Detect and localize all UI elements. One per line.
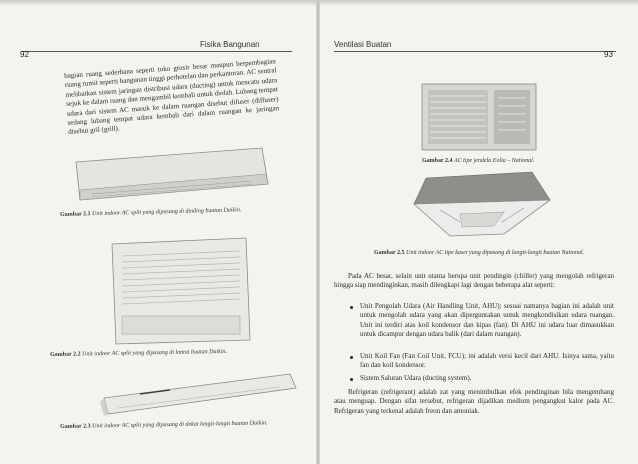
- caption-figure-2-2: [50, 348, 300, 358]
- caption-label: Gambar 2.5: [373, 250, 405, 256]
- caption-text: Unit indoor AC split yang dipasang di dekat langit-langit buatan Daikin.: [92, 420, 268, 430]
- caption-figure-2-4: [422, 158, 602, 164]
- bullet-ducting: Sistem Saluran Udara (ducting system).: [360, 374, 472, 382]
- caption-figure-2-1: [60, 206, 300, 218]
- caption-text: Unit indoor AC split yang dipasang di dinding buatan Daikin.: [92, 207, 242, 218]
- left-page-number: 92: [20, 50, 29, 59]
- figure-ceiling-split-ac: [100, 368, 300, 418]
- bullet-fcu: Unit Koil Fan (Fan Coil Unit, FCU); ini adalah versi kecil dari AHU. Isinya sama, yaitu fan dan koil kondensor.: [360, 352, 614, 370]
- right-paragraph-1: Pada AC besar, selain unit utama berupa unit pendingin (chiller) yang mengolah refrigeran hingga siap mendinginkan, masih dilengkapi lagi dengan beberapa alat seperti:: [334, 272, 614, 290]
- caption-label: Gambar 2.3: [60, 423, 91, 430]
- caption-label: Gambar 2.2: [50, 351, 81, 358]
- left-running-header: Fisika Bangunan: [200, 40, 260, 49]
- left-header-rule: [22, 51, 292, 52]
- caption-label: Gambar 2.4: [422, 158, 453, 164]
- bullet-ahu: Unit Pengolah Udara (Air Handling Unit, AHU); sesuai namanya bagian ini adalah unit untuk mengolah udara yang akan diperguntakan untuk mengkondisikan udara ruangan. Unit ini terdiri atas koil kondensor dan kipas (fan). Di AHU ini udara luar dimasukkan untuk dicampur dengan udara balik (dari dalam ruangan).: [360, 302, 614, 339]
- figure-floor-split-ac: [106, 236, 256, 346]
- caption-text: Unit indoor AC split yang dipasang di lantai buatan Daikin.: [82, 348, 228, 358]
- caption-figure-2-5: [354, 250, 604, 256]
- figure-window-ac: [420, 82, 538, 152]
- caption-label: Gambar 2.1: [60, 211, 91, 218]
- left-paragraph: bagian ruang sederhana seperti toko grosir besar maupun berpembagian ruang rumit seperti bangunan tinggi perhotelan dan perkantoran. AC sentral melibatkan sistem jaringan distribusi udara (ducting) untuk mencatu udara sejuk ke dalam ruang dan mengambil kembali untuk diolah. Lubang tempat udara dari sistem AC masuk ke dalam ruangan disebut difuser (diffuser) sedang lubang tempat udara kembali dari dalam ruangan ke jaringan disebut gril (grill).: [64, 57, 280, 137]
- right-header-rule: [334, 51, 616, 52]
- right-page-number: 93: [604, 50, 613, 59]
- caption-figure-2-3: [60, 420, 300, 430]
- caption-text: AC tipe jendela Eolia – National.: [453, 158, 535, 164]
- bullet-dot: [350, 306, 353, 309]
- left-page: [0, 0, 318, 464]
- right-running-header: Ventilasi Buatan: [334, 40, 392, 49]
- figure-wall-split-ac: [72, 144, 272, 204]
- right-paragraph-2: Refrigeran (refrigerant) adalah zat yang menimbulkan efek pendinginan bila mengembang atau menguap. Dengan sifat tersebut, refrigeran dijadikan medium pengangkut kalor pada AC. Refrigeran yang terkenal adalah freon dan amoniak.: [334, 388, 614, 415]
- caption-text: Unit indoor AC tipe kaset yang dipasang di langit-langit buatan National.: [406, 250, 585, 256]
- bullet-dot: [350, 378, 353, 381]
- bullet-dot: [350, 356, 353, 359]
- figure-cassette-ac: [400, 170, 560, 240]
- right-page: [320, 0, 638, 464]
